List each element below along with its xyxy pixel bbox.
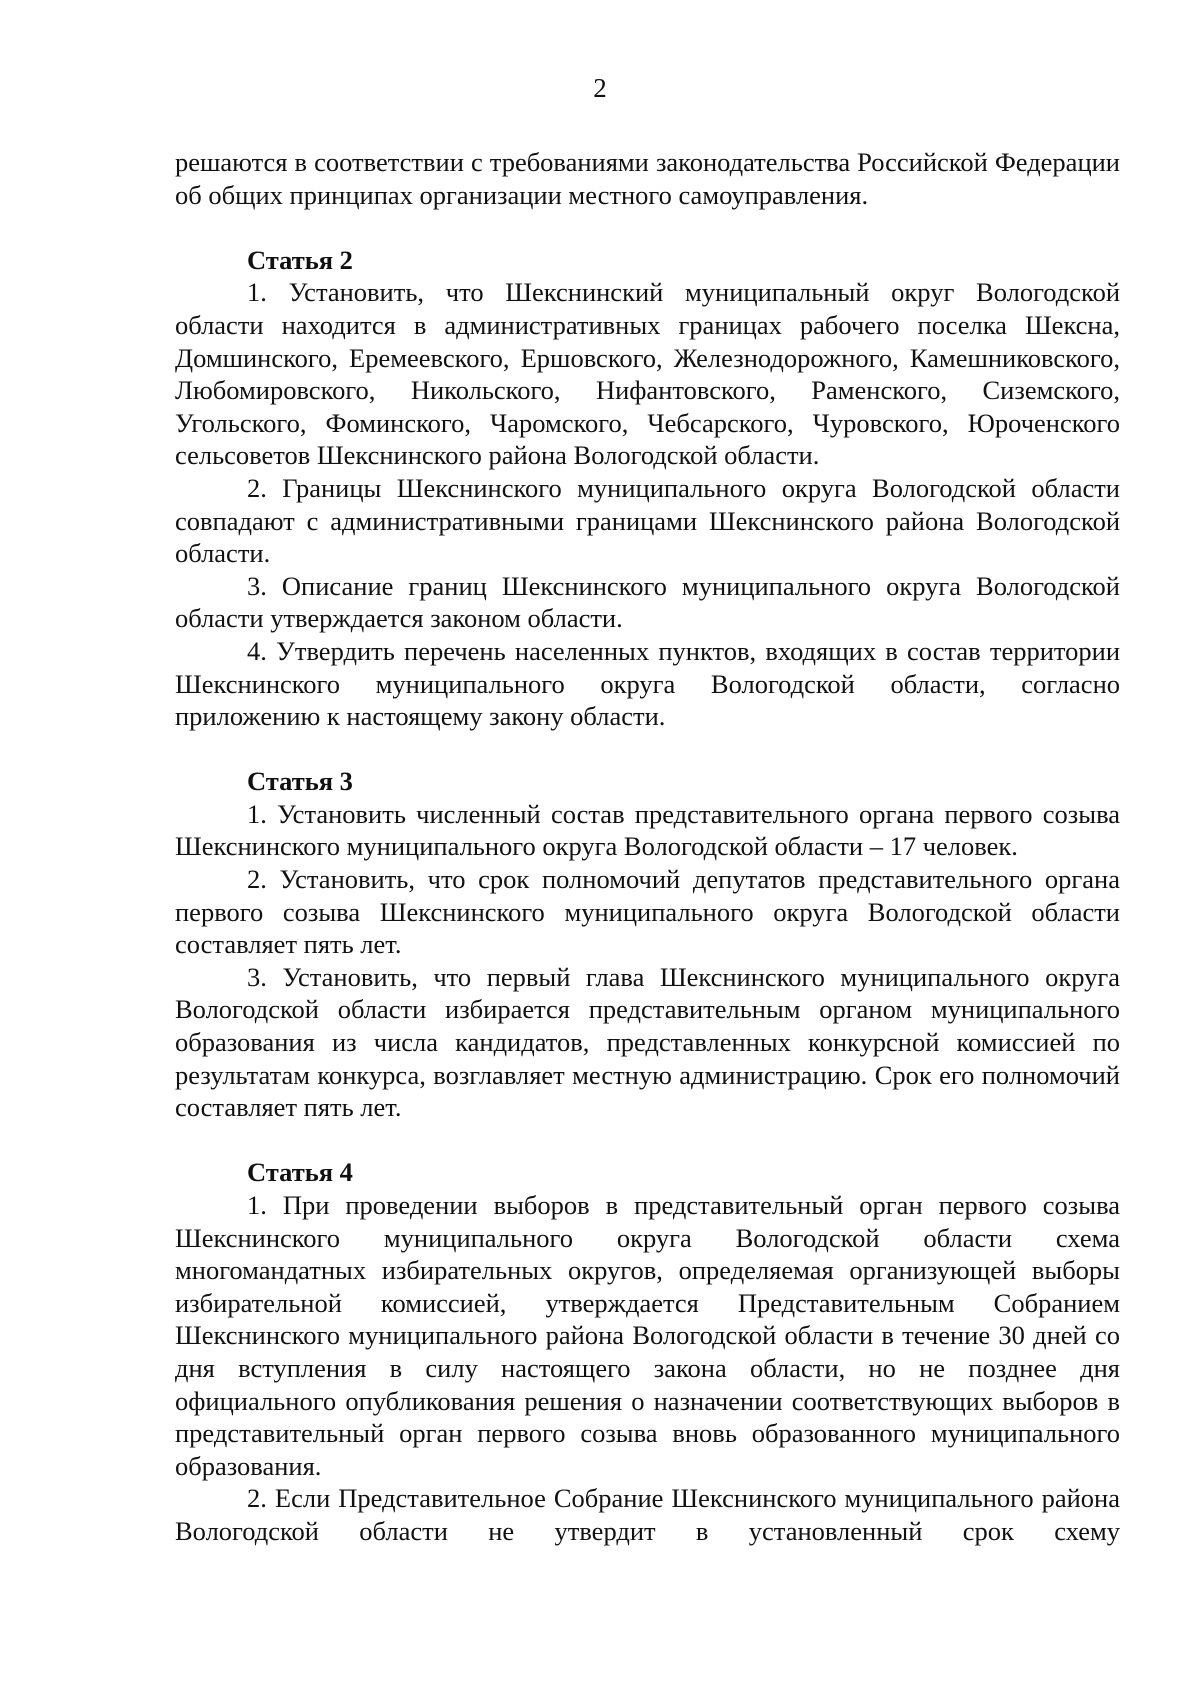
article-3-paragraph-1: 1. Установить численный состав представительного органа первого созыва Шекснинского муниципального округа Вологодской области – 17 человек. [175, 798, 1120, 862]
article-2-paragraph-2: 2. Границы Шекснинского муниципального округа Вологодской области совпадают с административными границами Шекснинского района Вологодской области. [175, 472, 1120, 569]
spacer [175, 211, 1120, 244]
article-4-paragraph-1: 1. При проведении выборов в представительный орган первого созыва Шекснинского муниципального округа Вологодской области схема многомандатных избирательных округов, определяемая организующей выборы избирательной комиссией, утверждается Представительным Собранием Шекснинского муниципального района Вологодской области в течение 30 дней со дня вступления в силу настоящего закона области, но не позднее дня официального опубликования решения о назначении соответствующих выборов в представительный орган первого созыва вновь образованного муниципального образования. [175, 1190, 1120, 1481]
article-2 [175, 244, 1120, 733]
article-2-paragraph-1: 1. Установить, что Шекснинский муниципальный округ Вологодской области находится в административных границах рабочего поселка Шексна, Домшинского, Еремеевского, Ершовского, Железнодорожного, Камешниковского, Любомировского, Никольского, Нифантовского, Раменского, Сиземского, Угольского, Фоминского, Чаромского, Чебсарского, Чуровского, Юроченского сельсоветов Шекснинского района Вологодской области. [175, 277, 1120, 471]
intro-paragraph: решаются в соответствии с требованиями законодательства Российской Федерации об общих принципах организации местного самоуправления. [175, 147, 1120, 210]
spacer [175, 1124, 1120, 1157]
article-3-title: Статья 3 [247, 766, 353, 797]
article-2-title: Статья 2 [247, 244, 353, 275]
article-2-paragraph-4: 4. Утвердить перечень населенных пунктов, входящих в состав территории Шекснинского муниципального округа Вологодской области, согласно приложению к настоящему закону области. [175, 635, 1120, 732]
article-4-title: Статья 4 [247, 1157, 353, 1188]
document-body [175, 146, 1120, 1548]
article-4 [175, 1156, 1120, 1547]
page-number: 2 [593, 73, 607, 103]
article-3 [175, 765, 1120, 1124]
article-2-paragraph-3: 3. Описание границ Шекснинского муниципального округа Вологодской области утверждается законом области. [175, 570, 1120, 634]
spacer [175, 733, 1120, 766]
article-4-paragraph-2: 2. Если Представительное Собрание Шекснинского муниципального района Вологодской области не утвердит в установленный срок схему [175, 1483, 1120, 1546]
article-3-paragraph-3: 3. Установить, что первый глава Шекснинского муниципального округа Вологодской области избирается представительным органом муниципального образования из числа кандидатов, представленных конкурсной комиссией по результатам конкурса, возглавляет местную администрацию. Срок его полномочий составляет пять лет. [175, 961, 1120, 1123]
article-3-paragraph-2: 2. Установить, что срок полномочий депутатов представительного органа первого созыва Шекснинского муниципального округа Вологодской области составляет пять лет. [175, 864, 1120, 960]
